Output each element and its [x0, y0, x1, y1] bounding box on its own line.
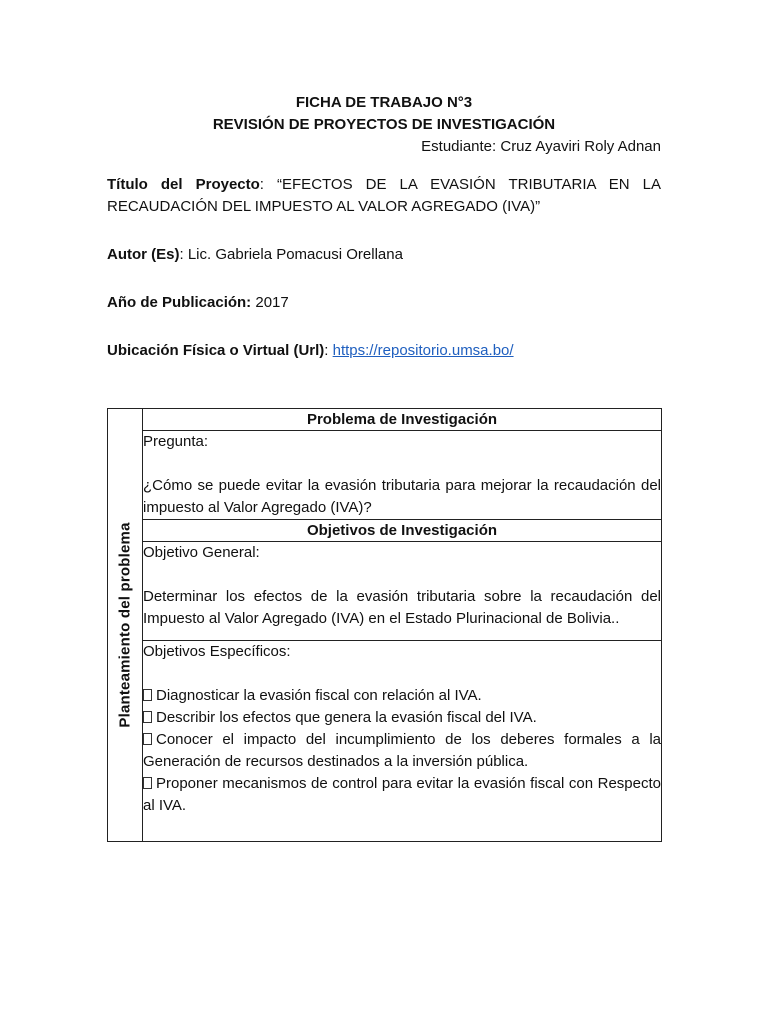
general-objective-cell: [143, 542, 662, 641]
year-field: [107, 292, 661, 314]
specific-objective-item: Proponer mecanismos de control para evitar la evasión fiscal con Respecto al IVA.: [143, 775, 661, 814]
author-label: Autor (Es): [107, 246, 180, 263]
project-title-value: : “EFECTOS DE LA EVASIÓN TRIBUTARIA EN LA RECAUDACIÓN DEL IMPUESTO AL VALOR AGREGADO (IVA)”: [107, 176, 661, 215]
location-separator: :: [324, 342, 333, 359]
document-body: [107, 92, 661, 362]
location-field: [107, 340, 661, 362]
bullet-icon: [143, 733, 152, 745]
project-title-field: [107, 174, 661, 218]
project-title-label: Título del Proyecto: [107, 176, 260, 193]
question-text: ¿Cómo se puede evitar la evasión tributaria para mejorar la recaudación del impuesto al Valor Agregado (IVA)?: [143, 477, 661, 516]
bullet-icon: [143, 711, 152, 723]
author-field: [107, 244, 661, 266]
year-value: 2017: [251, 294, 289, 311]
specific-objective-item: Describir los efectos que genera la evasión fiscal del IVA.: [143, 707, 661, 729]
specific-objective-item: Diagnosticar la evasión fiscal con relación al IVA.: [143, 685, 661, 707]
year-label: Año de Publicación:: [107, 294, 252, 311]
location-label: Ubicación Física o Virtual (Url): [107, 342, 325, 359]
repository-link[interactable]: https://repositorio.umsa.bo/: [332, 342, 514, 359]
side-label: Planteamiento del problema: [116, 522, 134, 728]
document-subtitle: REVISIÓN DE PROYECTOS DE INVESTIGACIÓN: [212, 116, 556, 133]
general-objective-text: Determinar los efectos de la evasión tributaria sobre la recaudación del Impuesto al Valor Agregado (IVA) en el Estado Plurinacional de Bolivia..: [143, 588, 661, 627]
objectives-heading: Objetivos de Investigación: [143, 520, 662, 542]
bullet-icon: [143, 689, 152, 701]
document-title: FICHA DE TRABAJO N°3: [295, 94, 473, 111]
side-label-cell: [108, 409, 143, 842]
question-cell: [143, 431, 662, 520]
problem-heading: Problema de Investigación: [143, 409, 662, 431]
author-value: : Lic. Gabriela Pomacusi Orellana: [179, 246, 403, 263]
student-name: Estudiante: Cruz Ayaviri Roly Adnan: [421, 138, 661, 155]
question-label: Pregunta:: [143, 433, 209, 450]
general-objective-label: Objetivo General:: [143, 544, 260, 561]
specific-objective-item: Conocer el impacto del incumplimiento de los deberes formales a la Generación de recursos destinados a la inversión pública.: [143, 731, 661, 770]
specific-objectives-cell: [143, 641, 662, 842]
bullet-icon: [143, 777, 152, 789]
problem-table: [107, 408, 662, 842]
specific-objectives-label: Objetivos Específicos:: [143, 643, 291, 660]
